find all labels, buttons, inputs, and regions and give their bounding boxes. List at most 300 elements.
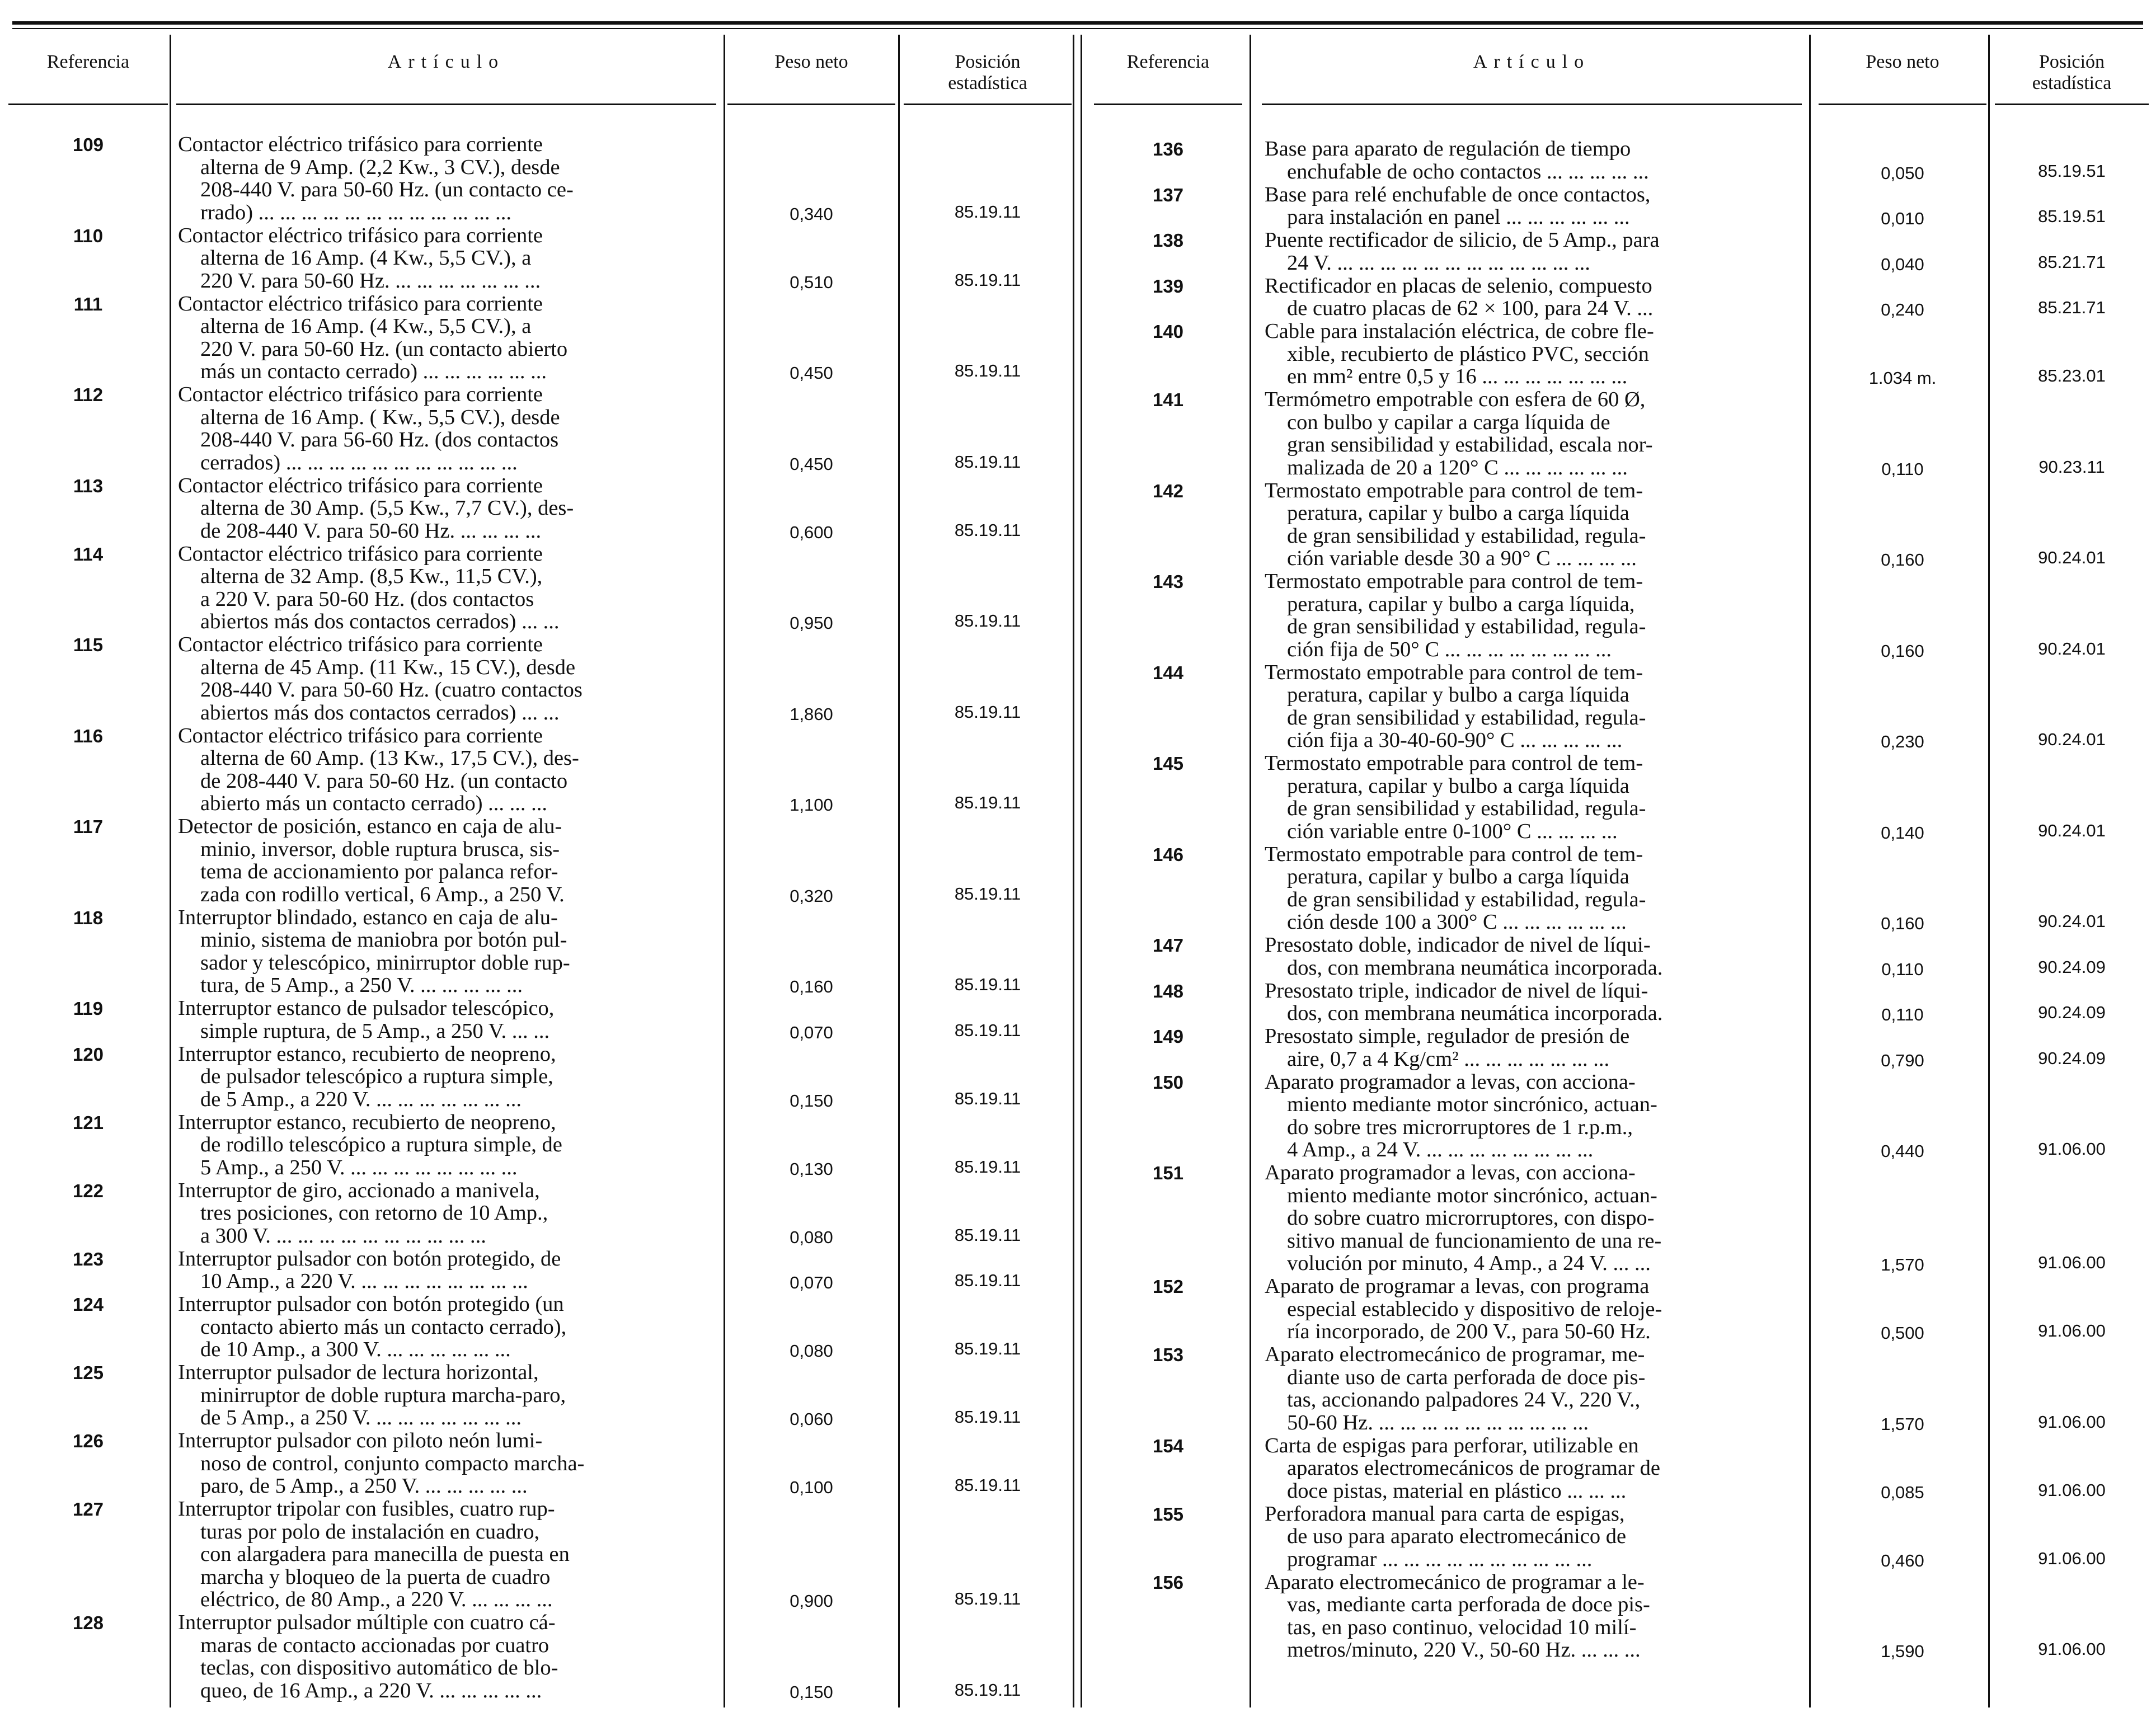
article-line: 220 V. para 50-60 Hz. ... ... ... ... ... ... ... [200,269,541,293]
article-line: de uso para aparato electromecánico de [1287,1525,1627,1548]
row-reference: 124 [72,1294,104,1315]
article-line: Interruptor estanco de pulsador telescópico, [178,996,555,1020]
row-article [1265,934,1662,979]
row-peso-neto: 0,440 [1881,1141,1924,1161]
column-separator [1988,35,1990,1707]
article-line: Presostato triple, indicador de nivel de líqui- [1265,979,1648,1003]
row-peso-neto: 0,140 [1881,822,1924,843]
article-line: Contactor eléctrico trifásico para corriente [178,383,543,406]
article-line: alterna de 45 Amp. (11 Kw., 15 CV.), desde [200,655,576,679]
row-peso-neto: 0,070 [790,1022,833,1042]
row-reference: 115 [73,634,104,655]
article-line: alterna de 16 Amp. (4 Kw., 5,5 CV.), a [200,314,532,338]
row-posicion: 90.24.09 [2038,1048,2106,1068]
article-line: de gran sensibilidad y estabilidad, regula- [1287,887,1646,911]
article-line: tura, de 5 Amp., a 250 V. ... ... ... ... ... [200,973,523,997]
row-article [178,1111,562,1179]
article-line: turas por polo de instalación en cuadro, [200,1520,540,1544]
article-line: Interruptor tripolar con fusibles, cuatro rup- [178,1497,555,1521]
row-peso-neto: 0,110 [1881,959,1924,979]
row-posicion: 85.19.11 [954,1407,1021,1427]
row-article [178,1043,556,1111]
row-posicion: 85.21.71 [2038,298,2106,317]
row-peso-neto: 1,100 [790,795,833,815]
article-line: ría incorporado, de 200 V., para 50-60 Hz. [1287,1320,1651,1343]
article-line: de gran sensibilidad y estabilidad, regula- [1287,797,1646,820]
header-peso-neto: Peso neto [774,51,848,72]
row-posicion: 85.19.11 [954,1339,1021,1358]
article-line: abiertos más dos contactos cerrados) ... ... [200,700,560,725]
article-line: metros/minuto, 220 V., 50-60 Hz. ... ... ... [1287,1638,1641,1662]
row-article [1265,570,1646,661]
row-peso-neto: 0,950 [790,613,833,633]
row-peso-neto: 1,570 [1881,1414,1924,1434]
header-underline [727,104,895,105]
row-reference: 113 [73,475,104,496]
row-posicion: 85.19.11 [954,975,1021,994]
article-line: sitivo manual de funcionamiento de una re- [1287,1229,1662,1253]
article-line: abierto más un contacto cerrado) ... ... ... [200,792,548,815]
row-posicion: 85.19.11 [954,1156,1021,1177]
row-peso-neto: 0,160 [1881,641,1924,661]
row-article [178,1179,548,1248]
article-line: queo, de 16 Amp., a 220 V. ... ... ... ... ... [200,1678,542,1702]
row-article [178,224,543,293]
article-line: peratura, capilar y bulbo a carga líquida, [1287,592,1635,616]
row-peso-neto: 0,130 [790,1159,833,1179]
row-posicion: 85.19.11 [954,201,1021,222]
article-line: Interruptor pulsador múltiple con cuatro cá- [178,1611,556,1634]
article-line: peratura, capilar y bulbo a carga líquida [1287,501,1629,525]
article-line: alterna de 16 Amp. (4 Kw., 5,5 CV.), a [200,246,532,270]
article-line: Termostato empotrable para control de tem- [1265,570,1643,593]
row-article [178,474,574,543]
article-line: ción variable entre 0-100° C ... ... ... ... [1287,819,1618,843]
article-line: contacto abierto más un contacto cerrado), [200,1315,567,1339]
article-line: tas, en paso continuo, velocidad 10 milí- [1287,1615,1637,1639]
article-line: Puente rectificador de silicio, de 5 Amp., para [1265,228,1660,252]
article-line: Contactor eléctrico trifásico para corriente [178,223,543,247]
article-line: sador y telescópico, minirruptor doble rup- [200,951,570,975]
row-peso-neto: 0,900 [790,1591,833,1611]
row-reference: 136 [1152,139,1184,159]
row-reference: 137 [1152,184,1184,205]
article-line: en mm² entre 0,5 y 16 ... ... ... ... ... ... ... [1287,365,1628,388]
row-reference: 148 [1152,980,1184,1001]
row-peso-neto: 0,160 [790,977,833,996]
article-line: alterna de 32 Amp. (8,5 Kw., 11,5 CV.), [200,565,543,588]
row-posicion: 85.19.11 [954,1225,1021,1245]
row-reference: 128 [72,1612,104,1633]
row-article [1265,320,1654,388]
article-line: Interruptor pulsador de lectura horizontal, [178,1361,539,1384]
top-rule-thin [12,28,2143,29]
row-peso-neto: 0,085 [1881,1482,1924,1502]
row-reference: 144 [1152,662,1184,683]
row-posicion: 90.24.01 [2038,730,2106,749]
article-line: Presostato doble, indicador de nivel de líqui- [1265,933,1651,957]
header-posicion-line2: estadística [2032,73,2112,93]
row-posicion: 90.24.01 [2038,548,2106,567]
article-line: 208-440 V. para 50-60 Hz. (cuatro contactos [200,678,583,702]
row-posicion: 85.19.11 [954,520,1021,540]
column-separator [1809,35,1811,1707]
row-article [178,133,574,224]
article-line: minirruptor de doble ruptura marcha-paro, [200,1383,566,1407]
row-posicion: 85.19.11 [954,1088,1021,1108]
row-peso-neto: 1,860 [790,704,833,724]
row-reference: 117 [73,816,104,837]
article-line: tema de accionamiento por palanca refor- [200,860,558,883]
article-line: cerrados) ... ... ... ... ... ... ... ... ... ... ... [200,450,518,474]
article-line: ción desde 100 a 300° C ... ... ... ... ... ... [1287,910,1627,934]
row-peso-neto: 0,790 [1881,1050,1924,1070]
row-article [178,1498,570,1611]
article-line: alterna de 30 Amp. (5,5 Kw., 7,7 CV.), des- [200,496,574,520]
row-peso-neto: 0,150 [790,1090,833,1111]
row-peso-neto: 0,230 [1881,732,1924,751]
article-line: de 10 Amp., a 300 V. ... ... ... ... ... ... [200,1338,511,1361]
row-reference: 142 [1152,480,1184,501]
article-line: do sobre tres microrruptores de 1 r.p.m., [1287,1115,1633,1139]
top-rule-thick [12,21,2143,25]
row-posicion: 90.23.11 [2038,457,2105,477]
article-line: marcha y bloqueo de la puerta de cuadro [200,1565,551,1589]
row-posicion: 85.19.11 [954,793,1021,812]
article-line: maras de contacto accionadas por cuatro [200,1633,549,1657]
row-article [1265,388,1653,479]
article-line: 208-440 V. para 56-60 Hz. (dos contactos [200,428,559,451]
row-article [1265,1343,1645,1434]
row-article [1265,1025,1629,1070]
article-line: para instalación en panel ... ... ... ... ... ... [1287,205,1630,229]
row-posicion: 85.19.11 [954,361,1021,380]
row-peso-neto: 0,050 [1881,163,1924,183]
article-line: Perforadora manual para carta de espigas, [1265,1502,1625,1526]
article-line: alterna de 60 Amp. (13 Kw., 17,5 CV.), des- [200,746,579,770]
article-line: Presostato simple, regulador de presión de [1265,1024,1630,1048]
row-peso-neto: 0,150 [790,1682,833,1702]
article-line: doce pistas, material en plástico ... ... ... [1287,1479,1627,1503]
row-posicion: 85.19.11 [954,1680,1021,1700]
row-posicion: 91.06.00 [2038,1412,2106,1432]
article-line: ción fija a 30-40-60-90° C ... ... ... ... ... [1287,728,1623,752]
article-line: 4 Amp., a 24 V. ... ... ... ... ... ... ... ... [1287,1138,1594,1161]
article-line: peratura, capilar y bulbo a carga líquida [1287,865,1629,888]
article-line: 10 Amp., a 220 V. ... ... ... ... ... ... ... ... [200,1269,528,1293]
article-line: Termómetro empotrable con esfera de 60 Ø, [1265,388,1646,411]
article-line: a 300 V. ... ... ... ... ... ... ... ... ... ... [200,1224,486,1248]
article-line: especial establecido y dispositivo de reloje- [1287,1297,1662,1321]
header-underline [8,104,168,105]
article-line: ción variable desde 30 a 90° C ... ... ... ... [1287,547,1637,570]
article-line: 24 V. ... ... ... ... ... ... ... ... ... ... ... ... [1287,251,1590,275]
row-article [1265,843,1646,934]
article-line: miento mediante motor sincrónico, actuan- [1287,1183,1657,1207]
article-line: ción fija de 50° C ... ... ... ... ... ... ... ... [1287,637,1612,661]
article-line: Termostato empotrable para control de tem- [1265,751,1643,775]
row-posicion: 91.06.00 [2038,1253,2106,1272]
article-line: aire, 0,7 a 4 Kg/cm² ... ... ... ... ... ... ... [1287,1047,1610,1071]
row-posicion: 85.19.11 [954,883,1021,904]
row-posicion: 91.06.00 [2038,1139,2106,1159]
article-line: paro, de 5 Amp., a 250 V. ... ... ... ... ... [200,1474,528,1498]
row-posicion: 85.23.01 [2038,366,2106,385]
article-line: Aparato electromecánico de programar a le- [1265,1570,1645,1594]
row-peso-neto: 0,040 [1881,254,1924,274]
row-reference: 147 [1152,935,1184,956]
article-line: con bulbo y capilar a carga líquida de [1287,410,1610,434]
article-line: 5 Amp., a 250 V. ... ... ... ... ... ... ... ... [200,1155,518,1179]
article-line: zada con rodillo vertical, 6 Amp., a 250 V. [200,882,565,906]
row-posicion: 85.19.51 [2038,206,2106,226]
row-peso-neto: 0,080 [790,1341,833,1361]
header-underline [904,104,1072,105]
article-line: con alargadera para manecilla de puesta en [200,1542,570,1566]
article-line: de pulsador telescópico a ruptura simple, [200,1065,553,1088]
article-line: Carta de espigas para perforar, utilizable en [1265,1433,1639,1457]
row-reference: 143 [1152,571,1184,592]
row-peso-neto: 0,340 [790,204,833,224]
row-article [1265,184,1650,229]
row-posicion: 90.24.01 [2038,638,2106,658]
row-reference: 126 [72,1431,104,1451]
article-line: Termostato empotrable para control de tem- [1265,660,1643,684]
row-reference: 121 [72,1112,104,1133]
row-peso-neto: 0,450 [790,454,833,474]
article-line: Interruptor estanco, recubierto de neopreno, [178,1110,556,1134]
row-reference: 138 [1152,230,1184,251]
article-line: 208-440 V. para 50-60 Hz. (un contacto ce- [200,178,574,201]
row-posicion: 85.19.11 [954,451,1021,472]
article-line: Aparato de programar a levas, con programa [1265,1274,1650,1298]
header-underline [1819,104,1986,105]
header-referencia: Referencia [1126,51,1210,72]
article-line: Termostato empotrable para control de tem- [1265,478,1643,502]
row-posicion: 91.06.00 [2038,1639,2106,1659]
row-posicion: 91.06.00 [2038,1480,2106,1500]
row-article [1265,980,1662,1025]
row-peso-neto: 0,450 [790,363,833,383]
row-article [178,1248,561,1293]
row-article [178,1429,584,1498]
article-line: Interruptor estanco, recubierto de neopreno, [178,1042,556,1066]
row-article [178,815,565,906]
article-line: Rectificador en placas de selenio, compuesto [1265,274,1652,298]
row-peso-neto: 1,570 [1881,1255,1924,1274]
article-line: vas, mediante carta perforada de doce pis- [1287,1593,1650,1616]
row-peso-neto: 0,100 [790,1478,833,1497]
row-posicion: 85.19.51 [2038,161,2106,181]
article-line: noso de control, conjunto compacto marcha- [200,1451,585,1475]
row-peso-neto: 0,460 [1881,1550,1924,1570]
row-reference: 140 [1152,321,1184,342]
article-line: de gran sensibilidad y estabilidad, regula- [1287,524,1646,548]
row-peso-neto: 0,110 [1881,1005,1924,1024]
row-article [178,1293,566,1361]
row-posicion: 91.06.00 [2038,1321,2106,1340]
row-reference: 110 [73,225,104,246]
article-line: volución por minuto, 4 Amp., a 24 V. ... ... [1287,1252,1651,1275]
header-posicion [904,51,1072,94]
row-reference: 145 [1152,753,1184,774]
article-line: diante uso de carta perforada de doce pis- [1287,1365,1646,1389]
row-reference: 125 [72,1362,104,1383]
article-line: de cuatro placas de 62 × 100, para 24 V. ... [1287,297,1654,320]
article-line: xible, recubierto de plástico PVC, sección [1287,342,1649,366]
header-posicion [1995,51,2149,94]
column-separator-double [1073,35,1074,1707]
row-posicion: 90.24.01 [2038,911,2106,931]
row-peso-neto: 0,160 [1881,550,1924,570]
row-article [1265,1161,1661,1275]
header-posicion-line1: Posición [955,51,1021,72]
article-line: do sobre cuatro microrruptores, con dispo- [1287,1206,1655,1230]
row-reference: 150 [1152,1071,1184,1093]
row-reference: 146 [1152,844,1184,865]
row-posicion: 85.19.11 [954,270,1021,290]
row-peso-neto: 0,010 [1881,209,1924,228]
row-posicion: 85.19.11 [954,1271,1021,1290]
article-line: Aparato programador a levas, con acciona- [1265,1161,1636,1184]
article-line: Contactor eléctrico trifásico para corriente [178,133,543,156]
column-separator [724,35,725,1707]
article-line: 50-60 Hz. ... ... ... ... ... ... ... ... ... ... [1287,1410,1589,1434]
row-peso-neto: 0,060 [790,1409,833,1429]
row-article [1265,1275,1662,1343]
header-referencia: Referencia [46,51,130,72]
row-article [178,1361,566,1429]
header-posicion-line1: Posición [2038,51,2105,72]
row-article [178,383,560,474]
row-reference: 127 [72,1499,104,1520]
row-reference: 109 [72,134,104,155]
row-article [178,997,554,1042]
article-line: 220 V. para 50-60 Hz. (un contacto abierto [200,337,568,361]
row-posicion: 90.24.09 [2038,1003,2106,1022]
header-underline [176,104,716,105]
article-line: de 208-440 V. para 50-60 Hz. ... ... ... ... [200,519,542,543]
article-line: de gran sensibilidad y estabilidad, regula- [1287,615,1646,638]
article-line: Interruptor pulsador con botón protegido (un [178,1292,564,1316]
row-peso-neto: 0,110 [1881,459,1924,479]
article-line: de 5 Amp., a 220 V. ... ... ... ... ... ... ... [200,1087,522,1111]
row-article [178,633,583,724]
row-reference: 119 [73,998,104,1019]
row-peso-neto: 1,590 [1881,1641,1924,1661]
row-peso-neto: 0,600 [790,522,833,542]
row-peso-neto: 0,510 [790,272,833,292]
article-line: minio, inversor, doble ruptura brusca, sis- [200,837,560,861]
row-peso-neto: 1.034 m. [1868,368,1937,388]
row-posicion: 85.19.11 [954,1475,1021,1495]
row-posicion: 90.24.09 [2038,957,2106,977]
article-line: peratura, capilar y bulbo a carga líquida [1287,774,1629,798]
column-separator-double [1081,35,1082,1707]
row-reference: 152 [1152,1276,1184,1297]
article-line: de 5 Amp., a 250 V. ... ... ... ... ... ... ... [200,1406,522,1429]
article-line: Cable para instalación eléctrica, de cobre fle- [1265,319,1654,343]
article-line: Aparato programador a levas, con acciona- [1265,1070,1636,1094]
row-peso-neto: 0,160 [1881,914,1924,933]
header-peso-neto: Peso neto [1866,51,1939,72]
row-reference: 111 [73,293,103,314]
article-line: a 220 V. para 50-60 Hz. (dos contactos [200,587,534,611]
row-article [178,906,570,997]
row-reference: 120 [72,1043,104,1065]
row-posicion: 91.06.00 [2038,1548,2106,1568]
row-reference: 112 [73,384,104,405]
row-peso-neto: 0,080 [790,1227,833,1247]
article-line: miento mediante motor sincrónico, actuan- [1287,1093,1657,1116]
row-posicion: 90.24.01 [2038,820,2106,840]
row-reference: 116 [73,725,104,746]
article-line: Detector de posición, estanco en caja de alu- [178,815,562,838]
article-line: gran sensibilidad y estabilidad, escala nor- [1287,433,1653,457]
row-article [1265,275,1653,320]
article-line: alterna de 16 Amp. ( Kw., 5,5 CV.), desde [200,405,560,429]
article-line: Interruptor de giro, accionado a manivela, [178,1178,540,1202]
article-line: malizada de 20 a 120° C ... ... ... ... ... ... [1287,455,1628,479]
row-article [1265,1571,1650,1662]
article-line: simple ruptura, de 5 Amp., a 250 V. ... ... [200,1019,550,1043]
article-line: abiertos más dos contactos cerrados) ... ... [200,610,560,633]
article-line: teclas, con dispositivo automático de blo- [200,1656,558,1680]
article-line: rrado) ... ... ... ... ... ... ... ... ... ... ... ... [200,200,512,224]
article-line: Contactor eléctrico trifásico para corriente [178,291,543,316]
column-separator [170,35,171,1707]
article-line: Contactor eléctrico trifásico para corriente [178,633,543,656]
row-reference: 151 [1152,1163,1184,1183]
row-reference: 149 [1152,1026,1184,1047]
row-article [178,725,579,815]
row-reference: 154 [1152,1435,1184,1456]
header-underline [1094,104,1242,105]
header-articulo: Artículo [387,51,505,72]
row-posicion: 85.19.11 [954,611,1021,631]
row-article [1265,1434,1660,1503]
row-article [1265,138,1649,183]
row-reference: 156 [1152,1572,1184,1593]
column-separator [1250,35,1251,1707]
row-article [178,1611,558,1702]
row-peso-neto: 0,320 [790,886,833,906]
article-line: minio, sistema de maniobra por botón pul- [200,928,567,952]
row-reference: 155 [1152,1503,1184,1525]
article-line: Base para relé enchufable de once contactos, [1265,182,1651,206]
article-line: más un contacto cerrado) ... ... ... ... ... ... [200,360,547,383]
row-peso-neto: 0,070 [790,1273,833,1292]
article-line: Interruptor pulsador con botón protegido, de [178,1246,561,1271]
article-line: dos, con membrana neumática incorporada. [1287,1001,1663,1025]
row-posicion: 85.19.11 [954,1020,1021,1040]
row-article [1265,661,1646,752]
header-articulo: Artículo [1473,51,1591,72]
row-reference: 123 [72,1248,104,1269]
article-line: programar ... ... ... ... ... ... ... ... ... ... [1287,1547,1593,1571]
row-peso-neto: 0,240 [1881,300,1924,319]
header-posicion-line2: estadística [948,73,1027,93]
row-article [178,543,559,633]
article-line: tas, accionando palpadores 24 V., 220 V., [1287,1388,1641,1412]
row-article [1265,1503,1626,1571]
row-reference: 118 [73,907,104,928]
article-line: Interruptor blindado, estanco en caja de alu- [178,905,558,929]
row-reference: 122 [72,1180,104,1201]
row-article [1265,752,1646,843]
article-line: enchufable de ocho contactos ... ... ... ... ... [1287,159,1649,184]
article-line: Contactor eléctrico trifásico para corriente [178,473,543,497]
